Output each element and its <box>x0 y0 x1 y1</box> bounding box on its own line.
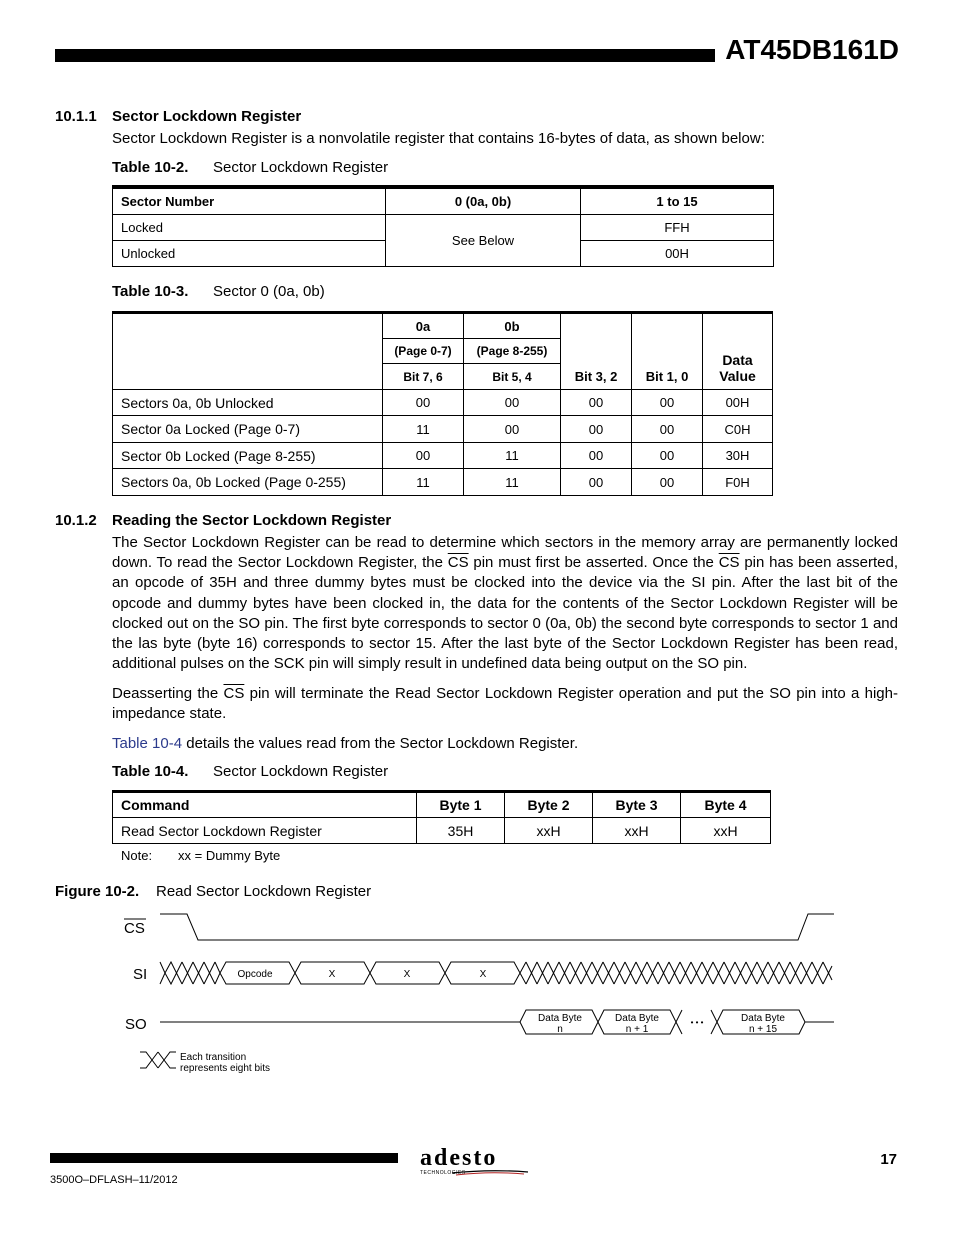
header-cell: Byte 2 <box>505 792 593 818</box>
caption-title: Read Sector Lockdown Register <box>156 883 372 900</box>
header-cell: 0a <box>383 313 464 339</box>
caption-title: Sector 0 (0a, 0b) <box>213 283 325 300</box>
dummy-label-3: X <box>479 969 487 980</box>
legend-line-1: Each transition <box>180 1052 247 1063</box>
table-cell: xxH <box>681 818 771 844</box>
table-cell: FFH <box>581 214 774 240</box>
table-cell: 11 <box>464 469 561 496</box>
caption-title: Sector Lockdown Register <box>213 159 389 176</box>
text-run: pin has been asserted, an opcode of 35H and three dummy bytes must be clocked into the device via the SI pin. After the last bit of the opcode and dummy bytes have been clocked in, the data for the contents of the Sector Lockdown Register will be clocked out on the SO pin. The first byte corresponds to sector 0 (0a, 0b) the second byte corresponds to sector 1 and the las byte (byte 16) corresponds to sector 15. After the last byte of the Sector Lockdown Register has been read, additional pulses on the SCK pin will simply result in undefined data being output on the SO pin. <box>112 554 898 673</box>
header-cell: Bit 7, 6 <box>383 364 464 390</box>
table-cell: 11 <box>383 469 464 496</box>
data-byte-label-2b: n + 1 <box>625 1024 649 1035</box>
header-cell: Bit 5, 4 <box>464 364 561 390</box>
cs-signal-name: $\overline{CS}$ <box>447 554 469 572</box>
text-run: Deasserting the <box>112 685 224 702</box>
adesto-logo <box>420 1146 530 1177</box>
row-label: Unlocked <box>113 240 386 266</box>
header-cell: (Page 0-7) <box>383 339 464 364</box>
caption-label: Figure 10-2. <box>55 883 140 900</box>
table-cell: 11 <box>464 443 561 469</box>
header-cell: 0 (0a, 0b) <box>386 187 581 214</box>
caption-label: Table 10-2. <box>112 159 189 176</box>
table-cell: 00 <box>632 390 703 416</box>
logo-wordmark: adesto <box>420 1145 498 1171</box>
section-title: Sector Lockdown Register <box>112 108 302 125</box>
signal-label-cs: CS <box>124 920 145 937</box>
cs-signal-name: $\overline{CS}$ <box>223 685 245 702</box>
table-cell: xxH <box>593 818 681 844</box>
header-cell: 0b <box>464 313 561 339</box>
header-cell: Bit 1, 0 <box>632 313 703 390</box>
caption-label: Table 10-4. <box>112 763 189 780</box>
text-run: The Sector Lockdown Register can be read to determine which sectors in the memory array are permanently locked down. To read the Sector Lockdown Register, the <box>112 534 898 572</box>
note-label: Note: <box>121 848 153 863</box>
data-byte-cell-open <box>676 1010 682 1034</box>
header-cell: (Page 8-255) <box>464 339 561 364</box>
data-byte-label-1a: Data Byte <box>538 1013 582 1024</box>
table-10-4-link[interactable]: Table 10-4 <box>112 735 183 752</box>
table-cell: F0H <box>703 469 773 496</box>
header-cell: Command <box>113 792 417 818</box>
si-dont-care-region <box>160 962 215 984</box>
table-cell: 00 <box>383 443 464 469</box>
table-cell: 00 <box>561 443 632 469</box>
cs-waveform <box>160 914 834 940</box>
row-label: Sector 0b Locked (Page 8-255) <box>113 443 383 469</box>
row-label: Sectors 0a, 0b Locked (Page 0-255) <box>113 469 383 496</box>
legend-line-2: represents eight bits <box>180 1063 271 1074</box>
table-cell: 30H <box>703 443 773 469</box>
data-byte-label-1b: n <box>557 1024 563 1035</box>
table-cell: 00 <box>464 416 561 443</box>
section-number: 10.1.1 <box>55 108 97 125</box>
table-cell: 00 <box>561 469 632 496</box>
data-byte-cell-close <box>711 1010 717 1034</box>
table-cell: 35H <box>417 818 505 844</box>
section-number: 10.1.2 <box>55 512 97 529</box>
text-run: details the values read from the Sector Lockdown Register. <box>182 735 579 752</box>
section-title: Reading the Sector Lockdown Register <box>112 512 392 529</box>
document-id: 3500O–DFLASH–11/2012 <box>50 1174 178 1186</box>
table-cell: xxH <box>505 818 593 844</box>
caption-title: Sector Lockdown Register <box>213 763 389 780</box>
document-title: AT45DB161D <box>725 34 899 65</box>
so-waveform <box>160 1010 834 1034</box>
table-cell: C0H <box>703 416 773 443</box>
caption-label: Table 10-3. <box>112 283 189 300</box>
row-label: Sectors 0a, 0b Unlocked <box>113 390 383 416</box>
header-cell: Byte 3 <box>593 792 681 818</box>
header-line: Value <box>719 368 756 384</box>
row-label: Read Sector Lockdown Register <box>113 818 417 844</box>
dummy-label-1: X <box>328 969 336 980</box>
transition-legend-icon <box>140 1052 176 1068</box>
header-cell: Sector Number <box>113 187 386 214</box>
merged-cell: See Below <box>386 214 581 266</box>
note-text: xx = Dummy Byte <box>178 848 281 863</box>
table-cell: 00 <box>561 416 632 443</box>
row-label: Sector 0a Locked (Page 0-7) <box>113 416 383 443</box>
footer-bar <box>50 1153 398 1163</box>
text-run: pin must first be asserted. Once the <box>468 554 719 572</box>
header-cell: Byte 4 <box>681 792 771 818</box>
section-intro: Sector Lockdown Register is a nonvolatile register that contains 16-bytes of data, as shown below: <box>112 130 765 147</box>
opcode-label: Opcode <box>237 969 273 980</box>
page-number: 17 <box>880 1151 897 1168</box>
dummy-label-2: X <box>403 969 411 980</box>
table-cell: 00H <box>581 240 774 266</box>
table-cell: 00 <box>464 390 561 416</box>
cs-signal-name: $\overline{CS}$ <box>718 554 740 572</box>
table-cell: 00 <box>632 443 703 469</box>
data-byte-label-3a: Data Byte <box>741 1013 785 1024</box>
table-cell: 00 <box>383 390 464 416</box>
signal-label-si: SI <box>133 966 148 983</box>
table-cell: 11 <box>383 416 464 443</box>
table-cell: 00H <box>703 390 773 416</box>
header-line: Data <box>722 352 753 368</box>
header-cell: 1 to 15 <box>581 187 774 214</box>
signal-label-so: SO <box>125 1016 147 1033</box>
data-byte-label-2a: Data Byte <box>615 1013 659 1024</box>
si-dont-care-tail <box>520 962 832 984</box>
data-byte-label-3b: n + 15 <box>748 1024 778 1035</box>
ellipsis: • • • <box>690 1018 704 1027</box>
header-cell: Bit 3, 2 <box>561 313 632 390</box>
row-label: Locked <box>113 214 386 240</box>
table-cell: 00 <box>632 469 703 496</box>
table-cell: 00 <box>632 416 703 443</box>
table-cell: 00 <box>561 390 632 416</box>
logo-subtitle: TECHNOLOGIES <box>420 1170 466 1176</box>
header-cell: Byte 1 <box>417 792 505 818</box>
text-run: pin will terminate the Read Sector Lockdown Register operation and put the SO pin into a high-impedance state. <box>112 685 898 723</box>
